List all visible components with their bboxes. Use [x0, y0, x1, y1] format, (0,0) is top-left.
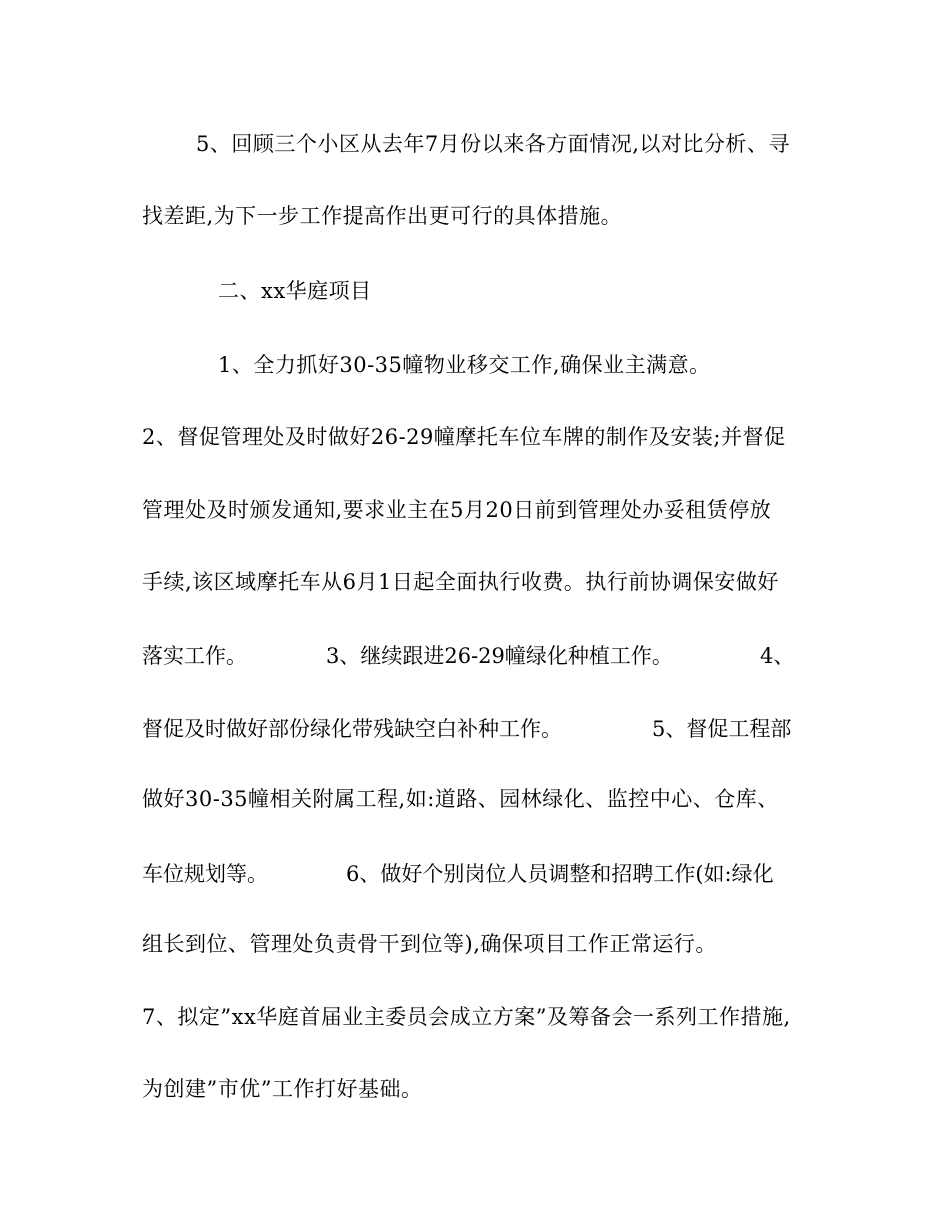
paragraph-line: 2、督促管理处及时做好26-29幢摩托车位车牌的制作及安装;并督促 [142, 425, 786, 449]
paragraph-line: 做好30-35幢相关附属工程,如:道路、园林绿化、监控中心、仓库、 [142, 787, 779, 811]
paragraph-line: 管理处及时颁发通知,要求业主在5月20日前到管理处办妥租赁停放 [142, 498, 772, 522]
paragraph-line: 手续,该区域摩托车从6月1日起全面执行收费。执行前协调保安做好 [142, 570, 779, 594]
paragraph-line: 4、 [760, 644, 795, 668]
paragraph-line: 督促及时做好部份绿化带残缺空白补种工作。 [142, 717, 562, 741]
paragraph-line: 5、回顾三个小区从去年7月份以来各方面情况,以对比分析、寻 [196, 132, 790, 156]
paragraph-line: 为创建”市优”工作打好基础。 [142, 1077, 423, 1101]
paragraph-line: 组长到位、管理处负责骨干到位等),确保项目工作正常运行。 [142, 932, 717, 956]
paragraph-line: 落实工作。 [142, 644, 247, 668]
section-heading: 二、xx华庭项目 [218, 279, 372, 303]
paragraph-line: 车位规划等。 [142, 862, 268, 886]
paragraph-line: 5、督促工程部 [652, 717, 792, 741]
paragraph-line: 7、拟定”xx华庭首届业主委员会成立方案”及筹备会一系列工作措施, [142, 1005, 791, 1029]
paragraph-line: 1、全力抓好30-35幢物业移交工作,确保业主满意。 [218, 353, 711, 377]
paragraph-line: 3、继续跟进26-29幢绿化种植工作。 [326, 644, 673, 668]
paragraph-line: 找差距,为下一步工作提高作出更可行的具体措施。 [142, 204, 623, 228]
paragraph-line: 6、做好个别岗位人员调整和招聘工作(如:绿化 [346, 862, 774, 886]
